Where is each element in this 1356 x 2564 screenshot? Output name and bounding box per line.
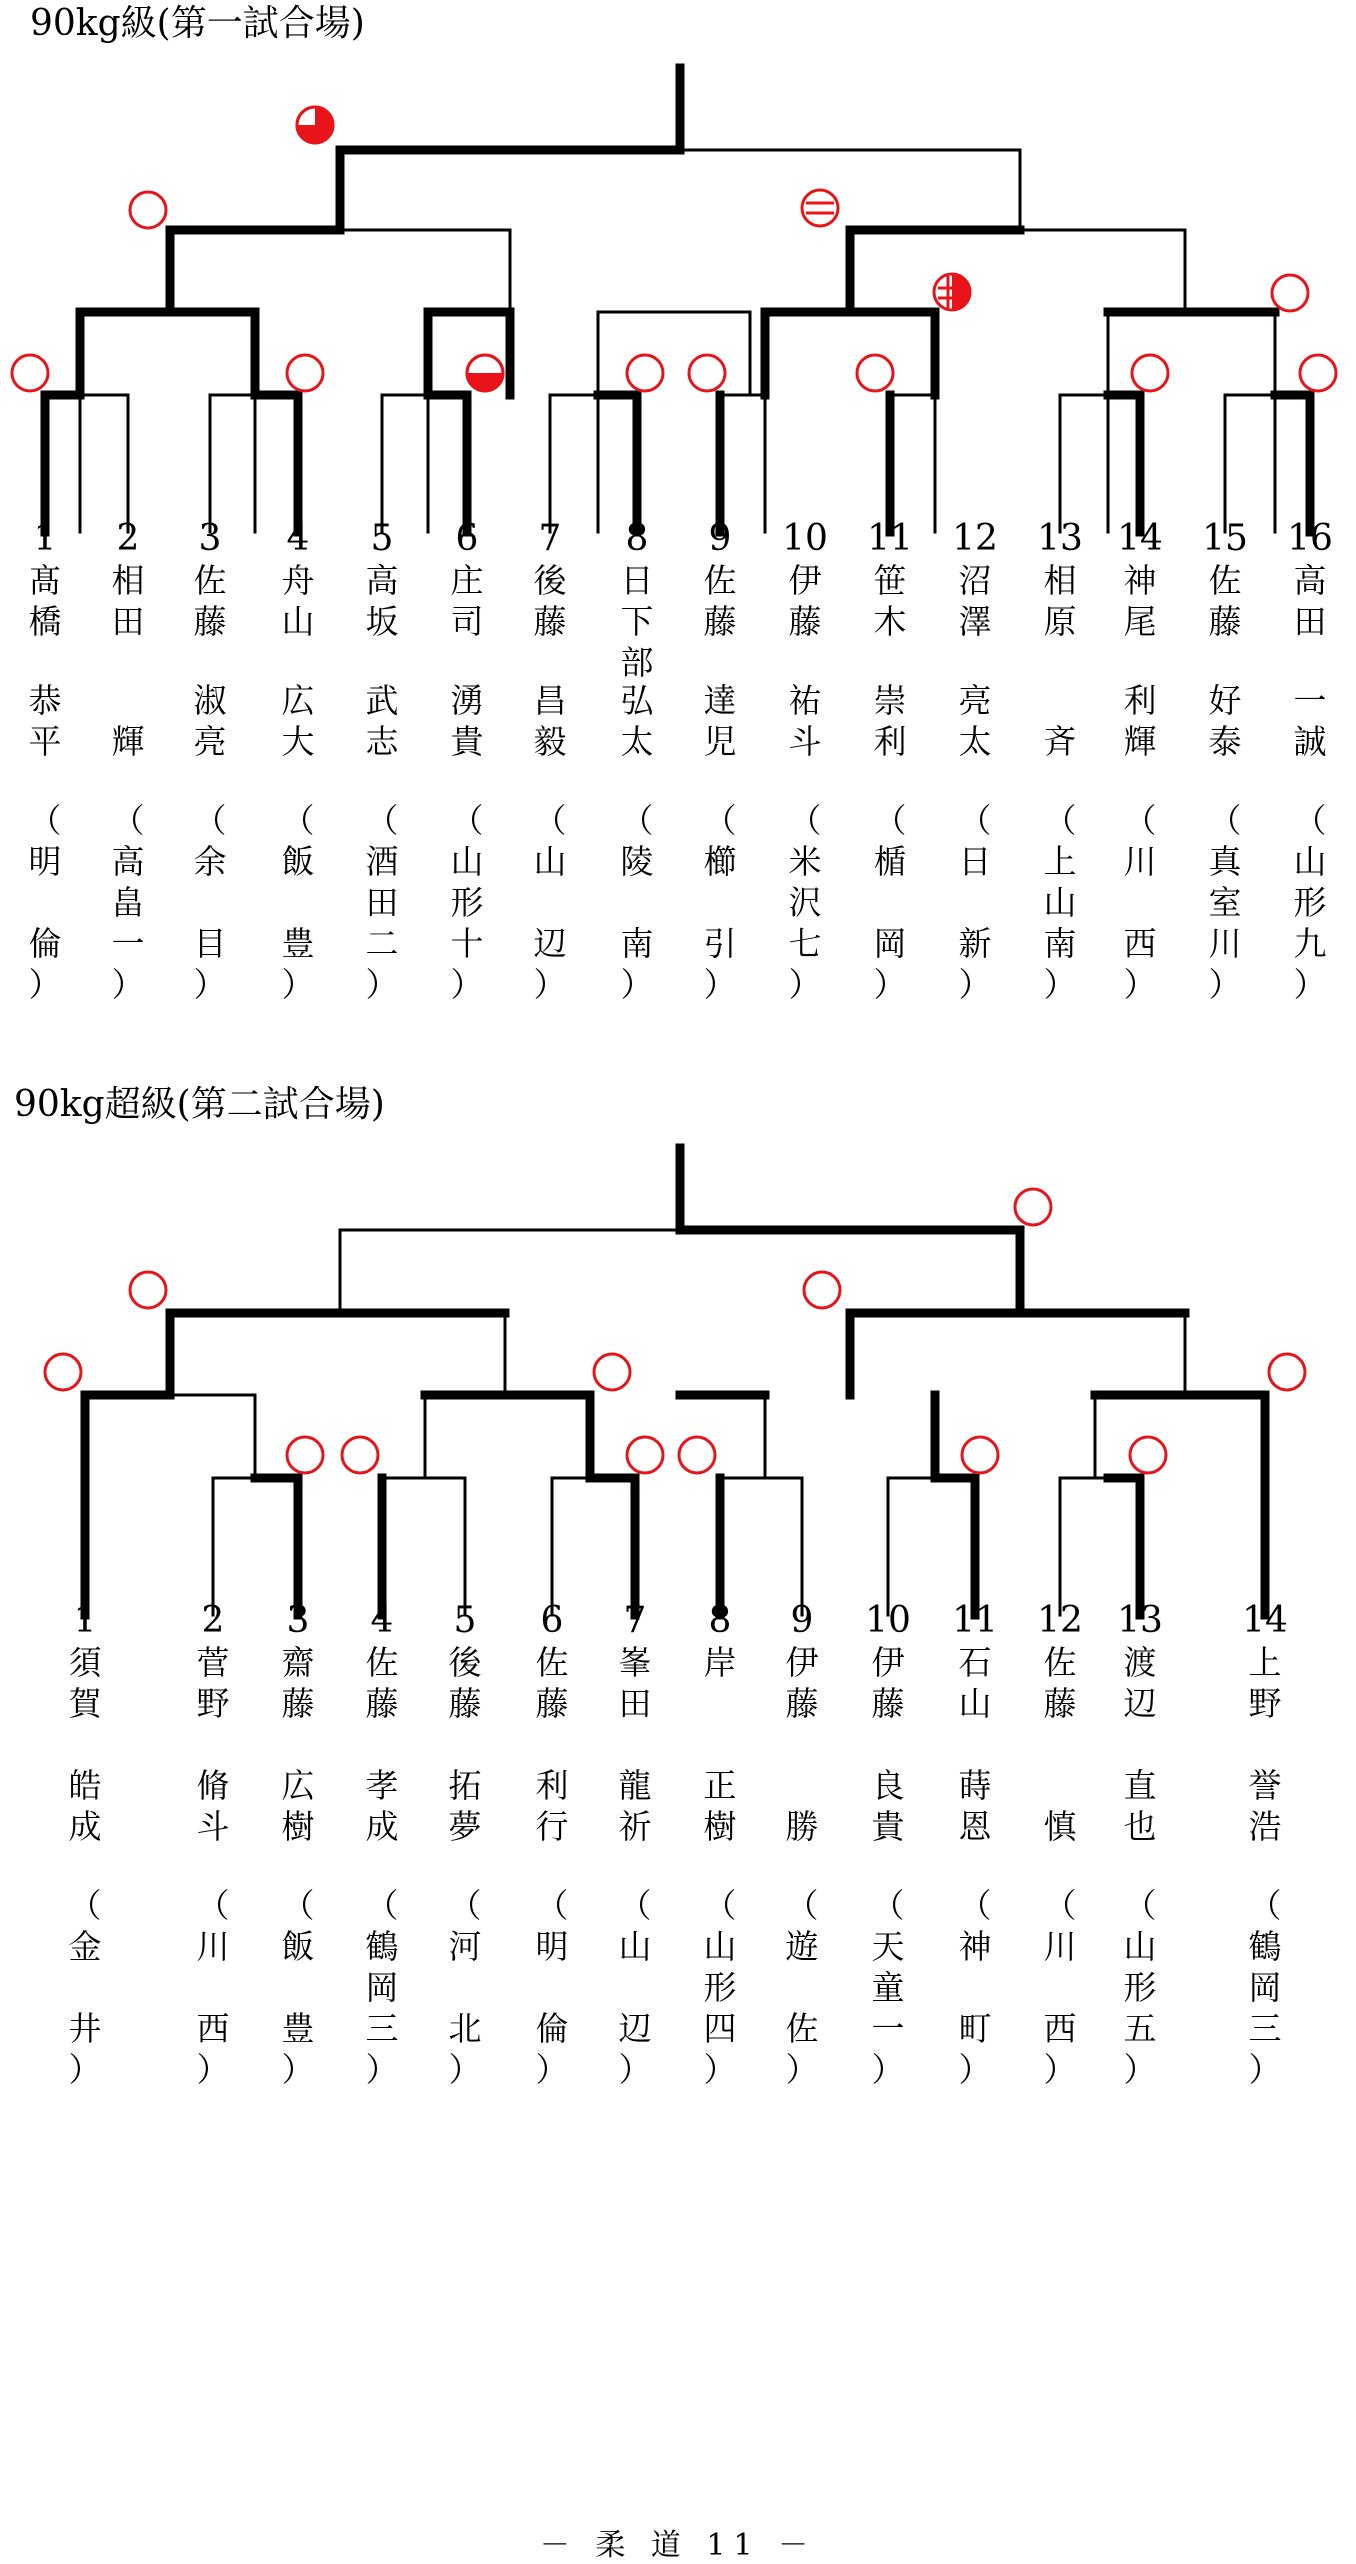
competitor-seed: 10 [782, 518, 828, 559]
win-mark-circle-icon [1132, 355, 1168, 391]
competitor-given: 武 志 [365, 681, 399, 761]
competitor-seed: 6 [455, 518, 479, 559]
competitor-5-team [435, 1885, 495, 2090]
win-mark-circle-icon [287, 355, 323, 391]
competitor-2-surname [183, 1642, 243, 1724]
competitor-given: 直 也 [1123, 1766, 1157, 1846]
competitor-6-given [522, 1765, 582, 1847]
competitor-given: 昌 毅 [533, 681, 567, 761]
competitor-seed: 15 [1202, 518, 1248, 559]
competitor-surname: 舟 山 [281, 561, 315, 641]
competitor-team: （ 川 西 ） [1043, 1886, 1077, 2089]
win-mark-circle-icon [594, 1354, 630, 1390]
competitor-seed: 13 [1117, 1600, 1163, 1641]
competitor-12-seed [945, 518, 1005, 559]
competitor-given: 達 児 [703, 681, 737, 761]
competitor-6-team [437, 800, 497, 1005]
competitor-11-given [860, 680, 920, 762]
win-mark-circle-icon [1269, 1354, 1305, 1390]
competitor-given: 蒔 恩 [958, 1766, 992, 1846]
competitor-given: 拓 夢 [448, 1766, 482, 1846]
competitor-team: （ 川 西 ） [1123, 801, 1157, 1004]
competitor-7-given [605, 1765, 665, 1847]
competitor-8-seed [607, 518, 667, 559]
competitor-7-seed [520, 518, 580, 559]
competitor-11-given [945, 1765, 1005, 1847]
win-mark-circle-icon [287, 1437, 323, 1473]
competitor-team: （ 上 山 南 ） [1043, 801, 1077, 1004]
competitor-team: （ 山 辺 ） [618, 1886, 652, 2089]
competitor-9-surname [772, 1642, 832, 1724]
competitor-given: 輝 [111, 722, 145, 761]
section1-title: 90kg級(第一試合場) [30, 3, 365, 44]
win-mark-circle-icon [130, 1272, 166, 1308]
competitor-12-team [945, 800, 1005, 1005]
competitor-given: 広 樹 [281, 1766, 315, 1846]
competitor-11-seed [945, 1600, 1005, 1641]
competitor-team: （ 天 童 一 ） [871, 1886, 905, 2089]
marks-over-90kg [0, 1140, 1356, 1600]
competitor-surname: 髙 橋 [28, 561, 62, 641]
competitor-13-given [1030, 680, 1090, 762]
competitor-6-surname [437, 560, 497, 642]
competitor-given: 湧 貴 [450, 681, 484, 761]
win-mark-circle-icon [342, 1437, 378, 1473]
win-mark-circle-icon [962, 1437, 998, 1473]
competitor-team: （ 河 北 ） [448, 1886, 482, 2089]
competitor-surname: 笹 木 [873, 561, 907, 641]
competitor-1-seed [15, 518, 75, 559]
competitor-1-surname [15, 560, 75, 642]
competitor-seed: 2 [201, 1600, 225, 1641]
competitor-seed: 1 [33, 518, 57, 559]
competitor-seed: 12 [952, 518, 998, 559]
competitor-4-seed [352, 1600, 412, 1641]
competitor-team: （ 飯 豊 ） [281, 1886, 315, 2089]
competitor-12-given [945, 680, 1005, 762]
competitor-team: （ 米 沢 七 ） [788, 801, 822, 1004]
competitor-given: 慎 [1043, 1807, 1077, 1846]
competitor-seed: 10 [865, 1600, 911, 1641]
competitor-seed: 8 [625, 518, 649, 559]
competitor-given: 祐 斗 [788, 681, 822, 761]
competitor-13-team [1030, 800, 1090, 1005]
competitor-2-seed [98, 518, 158, 559]
competitor-9-surname [690, 560, 750, 642]
competitor-given: 斉 [1043, 722, 1077, 761]
competitor-surname: 佐 藤 [535, 1643, 569, 1723]
competitor-team: （ 山 形 四 ） [703, 1886, 737, 2089]
competitor-12-given [1030, 1765, 1090, 1847]
competitor-15-given [1195, 680, 1255, 762]
competitor-team: （ 真 室 川 ） [1208, 801, 1242, 1004]
competitor-5-team [352, 800, 412, 1005]
competitor-10-surname [858, 1642, 918, 1724]
competitor-seed: 4 [286, 518, 310, 559]
competitor-team: （ 金 井 ） [68, 1886, 102, 2089]
competitor-4-given [352, 1765, 412, 1847]
competitor-given: 利 行 [535, 1766, 569, 1846]
competitor-seed: 14 [1242, 1600, 1288, 1641]
competitor-given: 亮 太 [958, 681, 992, 761]
competitor-surname: 神 尾 [1123, 561, 1157, 641]
competitor-16-given [1280, 680, 1340, 762]
win-mark-circle-icon [857, 355, 893, 391]
competitor-13-surname [1030, 560, 1090, 642]
competitor-14-team [1235, 1885, 1295, 2090]
competitor-team: （ 陵 南 ） [620, 801, 654, 1004]
competitor-10-team [775, 800, 835, 1005]
competitor-surname: 高 田 [1293, 561, 1327, 641]
competitor-4-seed [268, 518, 328, 559]
competitor-2-team [98, 800, 158, 1005]
competitor-8-seed [690, 1600, 750, 1641]
competitor-12-seed [1030, 1600, 1090, 1641]
competitor-team: （ 酒 田 二 ） [365, 801, 399, 1004]
win-mark-half-icon [467, 355, 503, 391]
competitor-11-team [945, 1885, 1005, 2090]
competitor-14-team [1110, 800, 1170, 1005]
competitor-7-seed [605, 1600, 665, 1641]
competitor-surname: 岸 [703, 1643, 737, 1682]
win-mark-quarter-icon [297, 107, 333, 143]
competitor-9-seed [772, 1600, 832, 1641]
competitor-3-seed [268, 1600, 328, 1641]
competitor-6-surname [522, 1642, 582, 1724]
competitor-seed: 1 [73, 1600, 97, 1641]
competitor-team: （ 高 畠 一 ） [111, 801, 145, 1004]
competitor-team: （ 明 倫 ） [535, 1886, 569, 2089]
competitor-given: 誉 浩 [1248, 1766, 1282, 1846]
competitor-seed: 7 [538, 518, 562, 559]
competitor-given: 一 誠 [1293, 681, 1327, 761]
competitor-4-team [268, 800, 328, 1005]
competitor-given: 弘 太 [620, 681, 654, 761]
competitor-3-given [268, 1765, 328, 1847]
competitor-12-surname [1030, 1642, 1090, 1724]
competitor-13-seed [1110, 1600, 1170, 1641]
competitor-10-seed [775, 518, 835, 559]
competitor-13-surname [1110, 1642, 1170, 1724]
competitor-seed: 3 [286, 1600, 310, 1641]
competitor-given: 勝 [785, 1807, 819, 1846]
competitor-9-given [772, 1765, 832, 1847]
win-mark-circle-icon [1130, 1437, 1166, 1473]
competitor-given: 龍 祈 [618, 1766, 652, 1846]
competitor-surname: 後 藤 [533, 561, 567, 641]
competitor-13-seed [1030, 518, 1090, 559]
competitor-given: 正 樹 [703, 1766, 737, 1846]
competitor-14-given [1235, 1765, 1295, 1847]
competitor-8-given [690, 1765, 750, 1847]
competitor-given: 淑 亮 [193, 681, 227, 761]
competitor-5-surname [352, 560, 412, 642]
competitor-15-seed [1195, 518, 1255, 559]
competitor-8-surname [607, 560, 667, 683]
competitor-7-surname [605, 1642, 665, 1724]
competitor-team: （ 鶴 岡 三 ） [365, 1886, 399, 2089]
competitor-surname: 後 藤 [448, 1643, 482, 1723]
competitor-seed: 4 [370, 1600, 394, 1641]
competitor-3-surname [268, 1642, 328, 1724]
competitor-12-team [1030, 1885, 1090, 2090]
competitor-surname: 佐 藤 [193, 561, 227, 641]
competitor-9-seed [690, 518, 750, 559]
competitor-surname: 佐 藤 [703, 561, 737, 641]
competitor-8-surname [690, 1642, 750, 1683]
competitor-13-given [1110, 1765, 1170, 1847]
competitor-seed: 16 [1287, 518, 1333, 559]
competitor-14-seed [1235, 1600, 1295, 1641]
competitor-surname: 伊 藤 [785, 1643, 819, 1723]
competitor-7-team [520, 800, 580, 1005]
competitor-team: （ 楯 岡 ） [873, 801, 907, 1004]
competitor-3-seed [180, 518, 240, 559]
competitor-14-surname [1235, 1642, 1295, 1724]
competitor-16-surname [1280, 560, 1340, 642]
competitor-seed: 5 [370, 518, 394, 559]
competitor-5-given [435, 1765, 495, 1847]
competitor-given: 利 輝 [1123, 681, 1157, 761]
competitor-given: 孝 成 [365, 1766, 399, 1846]
competitor-team: （ 櫛 引 ） [703, 801, 737, 1004]
competitor-2-team [183, 1885, 243, 2090]
win-mark-bars3-icon [934, 274, 970, 310]
competitor-14-given [1110, 680, 1170, 762]
competitor-2-given [98, 680, 158, 762]
competitor-surname: 庄 司 [450, 561, 484, 641]
competitor-given: 皓 成 [68, 1766, 102, 1846]
competitor-team: （ 山 形 九 ） [1293, 801, 1327, 1004]
competitor-team: （ 遊 佐 ） [785, 1886, 819, 2089]
competitor-seed: 2 [116, 518, 140, 559]
competitor-2-given [183, 1765, 243, 1847]
competitor-seed: 8 [708, 1600, 732, 1641]
competitor-5-surname [435, 1642, 495, 1724]
competitor-seed: 14 [1117, 518, 1163, 559]
competitor-8-team [607, 800, 667, 1005]
competitor-5-seed [435, 1600, 495, 1641]
competitor-11-seed [860, 518, 920, 559]
competitor-1-given [55, 1765, 115, 1847]
competitor-seed: 11 [867, 518, 913, 559]
competitor-9-given [690, 680, 750, 762]
competitor-surname: 高 坂 [365, 561, 399, 641]
competitor-surname: 日 下 部 [620, 561, 654, 682]
competitor-surname: 佐 藤 [1043, 1643, 1077, 1723]
competitor-seed: 6 [540, 1600, 564, 1641]
competitor-11-surname [945, 1642, 1005, 1724]
competitor-team: （ 山 形 五 ） [1123, 1886, 1157, 2089]
competitor-10-team [858, 1885, 918, 2090]
win-mark-circle-icon [12, 355, 48, 391]
competitor-surname: 齋 藤 [281, 1643, 315, 1723]
competitor-8-given [607, 680, 667, 762]
competitor-team: （ 飯 豊 ） [281, 801, 315, 1004]
competitor-7-surname [520, 560, 580, 642]
competitor-team: （ 山 形 十 ） [450, 801, 484, 1004]
competitor-given: 広 大 [281, 681, 315, 761]
competitor-15-surname [1195, 560, 1255, 642]
competitor-seed: 5 [453, 1600, 477, 1641]
competitor-surname: 峯 田 [618, 1643, 652, 1723]
competitor-surname: 佐 藤 [365, 1643, 399, 1723]
win-mark-circle-icon [627, 1437, 663, 1473]
competitor-surname: 須 賀 [68, 1643, 102, 1723]
competitor-6-seed [522, 1600, 582, 1641]
competitor-2-surname [98, 560, 158, 642]
competitor-given: 脩 斗 [196, 1766, 230, 1846]
competitor-team: （ 山 辺 ） [533, 801, 567, 1004]
competitor-14-surname [1110, 560, 1170, 642]
competitor-team: （ 川 西 ） [196, 1886, 230, 2089]
competitor-4-team [352, 1885, 412, 2090]
competitor-16-team [1280, 800, 1340, 1005]
competitor-9-team [772, 1885, 832, 2090]
competitor-team: （ 余 目 ） [193, 801, 227, 1004]
win-mark-circle-icon [679, 1437, 715, 1473]
competitor-10-given [858, 1765, 918, 1847]
competitor-seed: 13 [1037, 518, 1083, 559]
competitor-given: 恭 平 [28, 681, 62, 761]
competitor-4-surname [268, 560, 328, 642]
competitor-team: （ 明 倫 ） [28, 801, 62, 1004]
competitor-4-given [268, 680, 328, 762]
competitor-surname: 石 山 [958, 1643, 992, 1723]
win-mark-circle-icon [689, 355, 725, 391]
competitor-surname: 伊 藤 [871, 1643, 905, 1723]
competitor-surname: 上 野 [1248, 1643, 1282, 1723]
competitor-surname: 佐 藤 [1208, 561, 1242, 641]
competitor-1-given [15, 680, 75, 762]
competitor-team: （ 神 町 ） [958, 1886, 992, 2089]
competitor-1-seed [55, 1600, 115, 1641]
competitor-3-surname [180, 560, 240, 642]
competitor-seed: 9 [708, 518, 732, 559]
competitor-seed: 11 [952, 1600, 998, 1641]
win-mark-circle-icon [627, 355, 663, 391]
competitor-given: 良 貴 [871, 1766, 905, 1846]
competitor-1-surname [55, 1642, 115, 1724]
competitor-surname: 渡 辺 [1123, 1643, 1157, 1723]
competitor-7-given [520, 680, 580, 762]
competitor-13-team [1110, 1885, 1170, 2090]
win-mark-circle-icon [1015, 1189, 1051, 1225]
competitor-10-surname [775, 560, 835, 642]
competitor-3-given [180, 680, 240, 762]
competitor-14-seed [1110, 518, 1170, 559]
competitor-11-team [860, 800, 920, 1005]
competitor-seed: 3 [198, 518, 222, 559]
competitor-surname: 沼 澤 [958, 561, 992, 641]
win-mark-circle-icon [1272, 275, 1308, 311]
competitor-9-team [690, 800, 750, 1005]
competitor-seed: 12 [1037, 1600, 1083, 1641]
competitor-16-seed [1280, 518, 1340, 559]
competitor-1-team [15, 800, 75, 1005]
competitor-6-seed [437, 518, 497, 559]
competitor-surname: 伊 藤 [788, 561, 822, 641]
win-mark-circle-icon [45, 1354, 81, 1390]
competitor-6-given [437, 680, 497, 762]
competitor-11-surname [860, 560, 920, 642]
competitor-surname: 菅 野 [196, 1643, 230, 1723]
competitor-given: 好 泰 [1208, 681, 1242, 761]
competitor-6-team [522, 1885, 582, 2090]
win-mark-circle-icon [804, 1272, 840, 1308]
competitor-5-seed [352, 518, 412, 559]
page-footer: － 柔 道 11 － [539, 2528, 817, 2563]
competitor-surname: 相 田 [111, 561, 145, 641]
competitor-seed: 9 [790, 1600, 814, 1641]
competitor-given: 崇 利 [873, 681, 907, 761]
competitor-10-given [775, 680, 835, 762]
competitor-surname: 相 原 [1043, 561, 1077, 641]
competitor-3-team [268, 1885, 328, 2090]
competitor-3-team [180, 800, 240, 1005]
marks-90kg [0, 0, 1356, 520]
section2-title: 90kg超級(第二試合場) [14, 1084, 385, 1125]
competitor-team: （ 鶴 岡 三 ） [1248, 1886, 1282, 2089]
win-mark-circle-icon [1300, 355, 1336, 391]
competitor-10-seed [858, 1600, 918, 1641]
competitor-12-surname [945, 560, 1005, 642]
competitor-seed: 7 [623, 1600, 647, 1641]
competitor-15-team [1195, 800, 1255, 1005]
competitor-team: （ 日 新 ） [958, 801, 992, 1004]
competitor-2-seed [183, 1600, 243, 1641]
competitor-4-surname [352, 1642, 412, 1724]
win-mark-circle-icon [130, 192, 166, 228]
competitor-8-team [690, 1885, 750, 2090]
win-mark-bars2-icon [802, 190, 838, 226]
competitor-5-given [352, 680, 412, 762]
competitor-1-team [55, 1885, 115, 2090]
competitor-7-team [605, 1885, 665, 2090]
